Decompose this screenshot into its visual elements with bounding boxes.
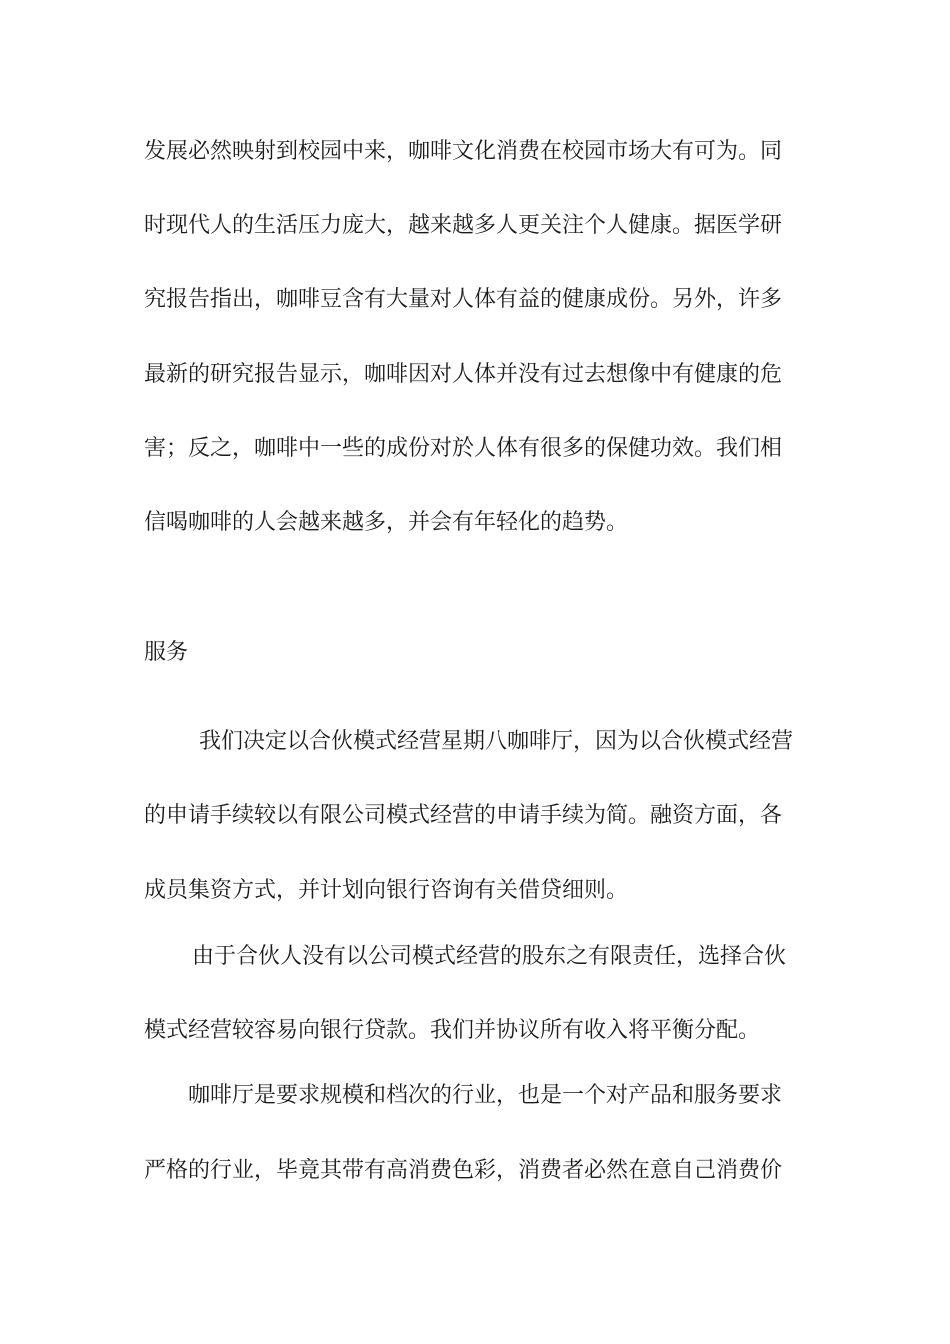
paragraph-1-line-5: 害；反之，咖啡中一些的成份对於人体有很多的保健功效。我们相 <box>144 436 783 461</box>
paragraph-1-line-2: 时现代人的生活压力庞大，越来越多人更关注个人健康。据医学研 <box>144 213 783 238</box>
paragraph-2-line-1: 我们决定以合伙模式经营星期八咖啡厅，因为以合伙模式经营 <box>199 729 794 754</box>
paragraph-2-line-2: 的申请手续较以有限公司模式经营的申请手续为简。融资方面，各 <box>144 803 783 828</box>
paragraph-1-line-4: 最新的研究报告显示，咖啡因对人体并没有过去想像中有健康的危 <box>144 362 783 387</box>
paragraph-3-line-2: 模式经营较容易向银行贷款。我们并协议所有收入将平衡分配。 <box>144 1018 761 1043</box>
section-heading: 服务 <box>144 640 189 665</box>
paragraph-4-line-2: 严格的行业，毕竟其带有高消费色彩，消费者必然在意自己消费价 <box>144 1158 783 1183</box>
paragraph-4-line-1: 咖啡厅是要求规模和档次的行业，也是一个对产品和服务要求 <box>188 1083 783 1108</box>
paragraph-1-line-1: 发展必然映射到校园中来，咖啡文化消费在校园市场大有可为。同 <box>144 139 783 164</box>
paragraph-2-line-3: 成员集资方式，并计划向银行咨询有关借贷细则。 <box>144 878 629 903</box>
paragraph-1-line-3: 究报告指出，咖啡豆含有大量对人体有益的健康成份。另外，许多 <box>144 287 783 312</box>
paragraph-1-line-6: 信喝咖啡的人会越来越多，并会有年轻化的趋势。 <box>144 510 629 535</box>
paragraph-3-line-1: 由于合伙人没有以公司模式经营的股东之有限责任，选择合伙 <box>192 944 787 969</box>
